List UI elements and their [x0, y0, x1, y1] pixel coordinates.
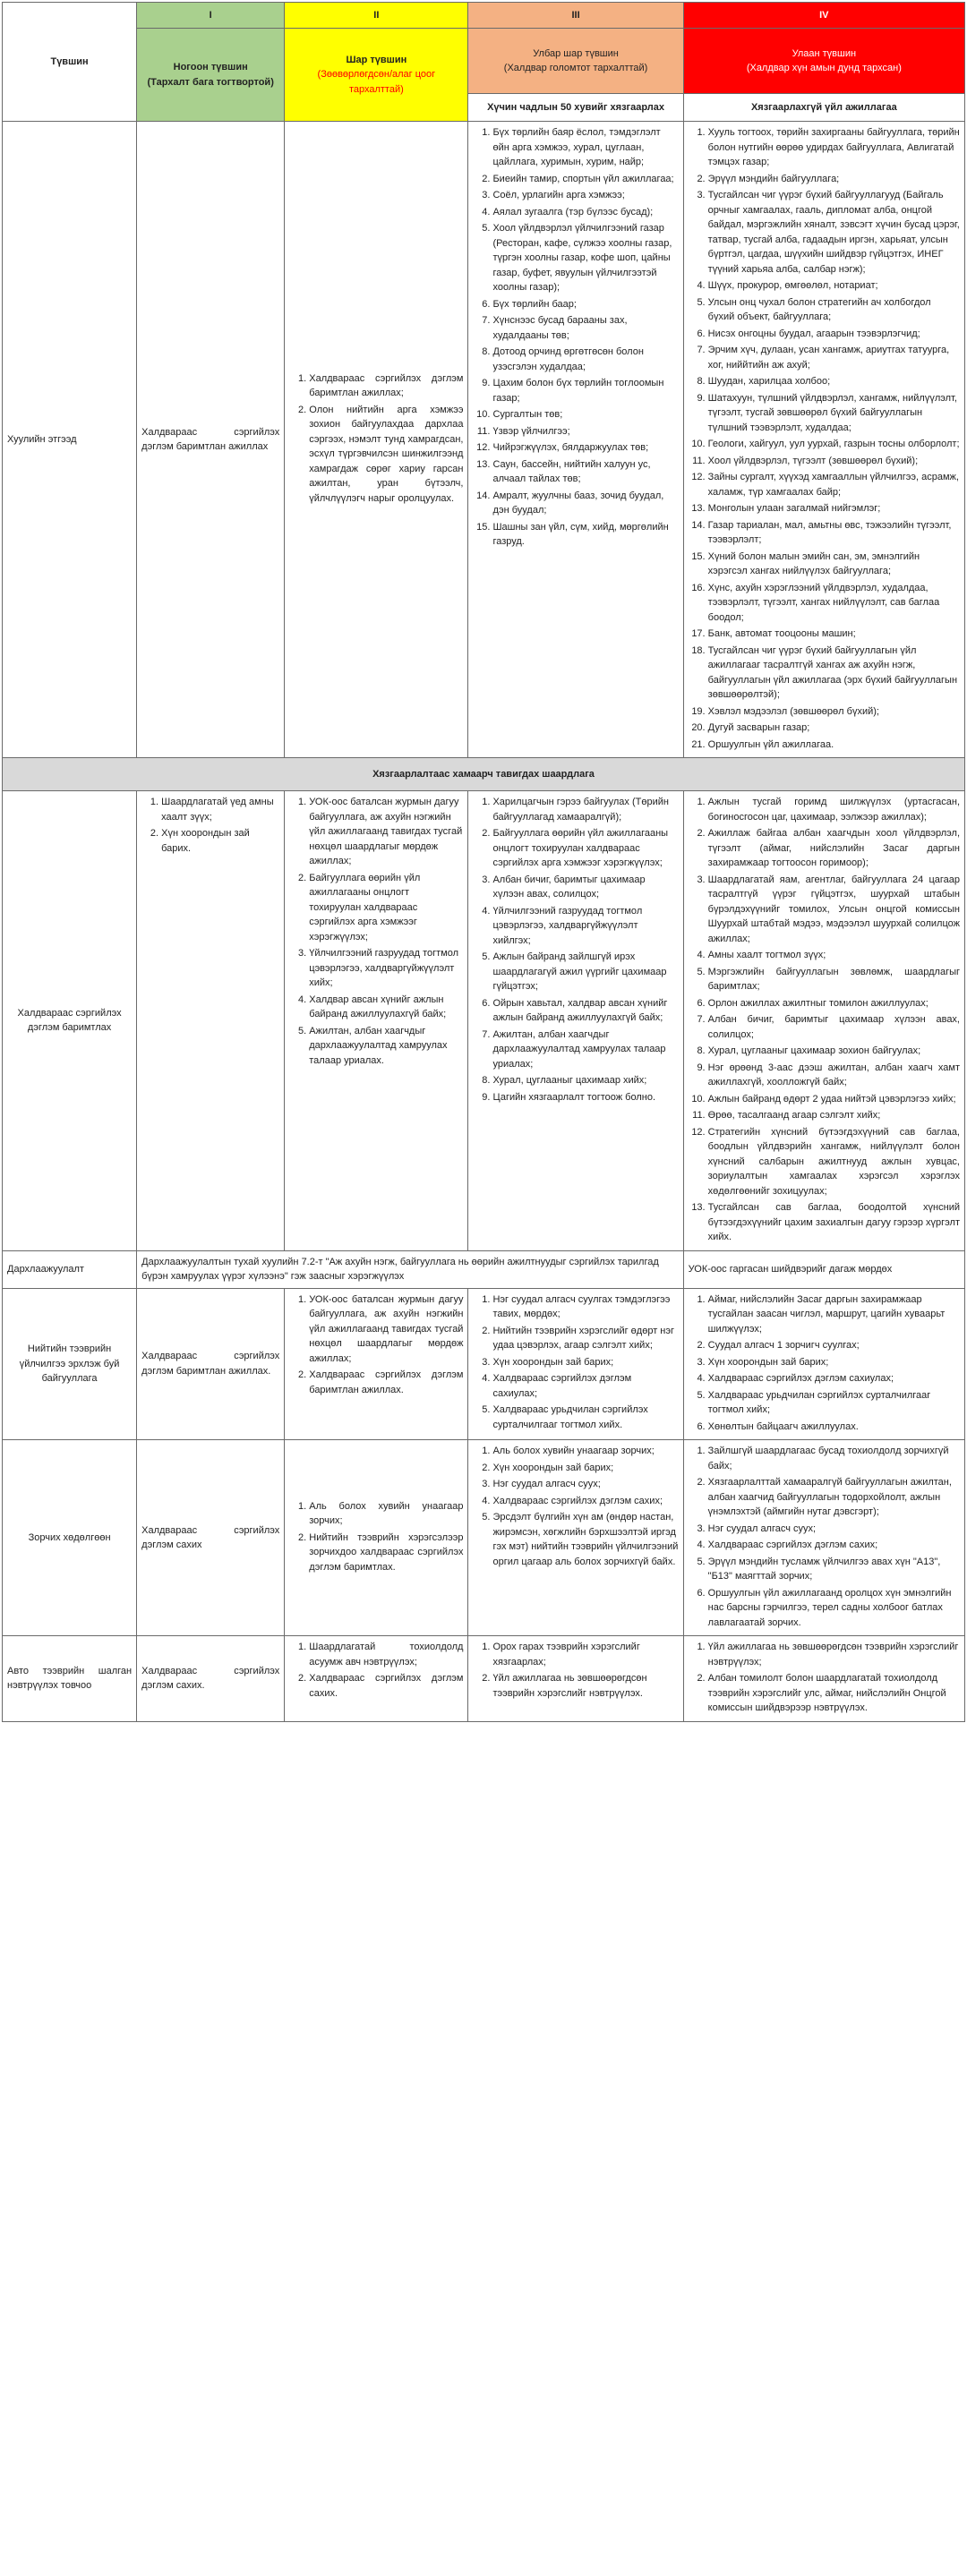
list-item: 12. Стратегийн хүнсний бүтээгдэхүүний сав баглаа, боодлын үйлдвэрийн хангамж, нийлүүлэлт болон хүнсний салбарын ажилтнууд ажлын хувцас, зориулалтын хамгаалах хэрэгсэл хэрэглэх хөдөлгөөнийг зохицуулах;	[708, 1125, 960, 1199]
list-item: 1. Шаардлагатай тохиолдолд асуумж авч нэвтрүүлэх;	[309, 1640, 463, 1669]
row-vehicle-checkpoint-yellow-list	[289, 1640, 463, 1701]
list-item: 3. Албан бичиг, баримтыг цахимаар хүлээн авах, солилцох;	[492, 873, 678, 902]
list-item: 4. Халдвар авсан хүнийг ажлын байранд ажиллуулахгүй байх;	[309, 993, 463, 1022]
row-public-transport-orange	[468, 1288, 683, 1440]
list-item: 5. Эрсдэлт бүлгийн хүн ам (өндөр настан, жирэмсэн, хөгжлийн бэрхшээлтэй иргэд гэх мэт) нийтийн тээврийн үйлчилгээний оргил цагаар аль болох зорчихгүй байх.	[492, 1510, 678, 1569]
list-item: 13. Саун, бассейн, нийтийн халуун ус, алчаал тайлах төв;	[492, 457, 678, 487]
list-item: 7. Хүнснээс бусад барааны зах, худалдааны төв;	[492, 313, 678, 343]
list-item: 2. Хязгаарлалттай хамааралгүй байгууллагын ажилтан, албан хаагчид байгууллагын тодорхойлолт, ажлын үнэмлэхтэй (аймгийн нутаг дэвсгэрт);	[708, 1475, 960, 1520]
list-item: 1. Ажлын тусгай горимд шилжүүлэх (уртасгасан, богиносгосон цаг, цахимаар, ээлжээр ажиллах);	[708, 795, 960, 824]
row-public-transport-yellow	[285, 1288, 468, 1440]
level-orange-note: (Халдвар голомтот тархалттай)	[503, 63, 648, 73]
level-label: Түвшин	[50, 55, 89, 67]
list-item: 4. Халдвараас сэргийлэх дэглэм сахиулах;	[708, 1371, 960, 1386]
list-item: 8. Шуудан, харилцаа холбоо;	[708, 374, 960, 389]
list-item: 21. Оршуулгын үйл ажиллагаа.	[708, 738, 960, 753]
row-infection-label: Халдвараас сэргийлэх дэглэм баримтлах	[3, 791, 137, 1251]
list-item: 13. Монголын улаан загалмай нийгэмлэг;	[708, 501, 960, 516]
list-item: 2. Нийтийн тээврийн хэрэгслийг өдөрт нэг удаа цэвэрлэх, агаар сэлгэлт хийх;	[492, 1324, 678, 1353]
list-item: 2. Халдвараас сэргийлэх дэглэм сахих.	[309, 1671, 463, 1701]
list-item: 7. Ажилтан, албан хаагчдыг дархлаажуулалтад хамруулах талаар уриалах;	[492, 1028, 678, 1072]
list-item: 9. Цахим болон бүх төрлийн тоглоомын газар;	[492, 376, 678, 405]
level-yellow-name: Шар түвшин	[346, 54, 407, 65]
row-business-yellow	[285, 122, 468, 758]
row-business-orange-list	[473, 125, 678, 550]
sub-header-level3: Хүчин чадлын 50 хувийг хязгаарлах	[468, 94, 683, 122]
level-green-note: (Тархалт бага тогтвортой)	[147, 76, 274, 88]
row-business-red	[683, 122, 964, 758]
list-item: 2. Биеийн тамир, спортын үйл ажиллагаа;	[492, 172, 678, 187]
row-business-red-list	[689, 125, 960, 752]
list-item: 3. Шаардлагатай яам, агентлаг, байгууллага 24 цагаар тасралтгүй үүрэг гүйцэтгэх, шуурхай штабын бүрэлдэхүүнийг томилох, Улсын онцгой комиссын Шуурхай штабтай мэдээ, мэдээлэл шуурхай солилцож ажиллах;	[708, 873, 960, 947]
list-item: 1. Аль болох хувийн унаагаар зорчих;	[309, 1499, 463, 1529]
list-item: 2. Албан томилолт болон шаардлагатай тохиолдолд тээврийн хэрэгслийг улс, аймаг, нийслэлийн Онцгой комиссын шийдвэрээр нэвтрүүлэх.	[708, 1671, 960, 1716]
list-item: 18. Тусгайлсан чиг үүрэг бүхий байгууллагын үйл ажиллагааг тасралтгүй хангах аж ахуйн нэгж, байгууллагын үйл ажиллагаа (эрх бүхий байгууллагын зөвшөөрөлтэй);	[708, 644, 960, 703]
row-immunization-label: Дархлаажуулалт	[3, 1250, 137, 1288]
list-item: 5. Ажлын байранд зайлшгүй ирэх шаардлагагүй ажил үүргийг цахимаар гүйцэтгэх;	[492, 950, 678, 994]
list-item: 3. Тусгайлсан чиг үүрэг бүхий байгууллагууд (Байгаль орчныг хамгаалах, гааль, дипломат алба, онцгой байдал, мэргэжлийн хяналт, зэвсэгт хүчин бусад цэрэг, татвар, тусгай алба, гадаадын иргэн, харьяат, улсын бүртгэл, цагдаа, шүүхийн шийдвэр гүйцэтгэх, ИНЕГ түүний харьяа алба, салбар нэгж);	[708, 188, 960, 277]
row-immunization-text-4: УОК-оос гаргасан шийдвэрийг дагаж мөрдөх	[683, 1250, 964, 1288]
list-item: 1. Халдвараас сэргийлэх дэглэм баримтлан ажиллах;	[309, 371, 463, 401]
list-item: 3. Нэг суудал алгасч суух;	[708, 1522, 960, 1537]
level-red-header	[683, 29, 964, 94]
row-business-label: Хуулийн этгээд	[3, 122, 137, 758]
row-infection-orange	[468, 791, 683, 1251]
restriction-levels-sheet	[0, 2, 967, 2576]
list-item: 6. Ойрын хавьтал, халдвар авсан хүнийг ажлын байранд ажиллуулахгүй байх;	[492, 996, 678, 1026]
level-red-name: Улаан түвшин	[792, 47, 857, 59]
section-title: Хязгаарлалтаас хамаарч тавигдах шаардлага	[3, 758, 965, 791]
row-public-transport-red-list	[689, 1292, 960, 1435]
row-passenger-red	[683, 1440, 964, 1636]
list-item: 17. Банк, автомат тооцооны машин;	[708, 627, 960, 642]
list-item: 4. Халдвараас сэргийлэх дэглэм сахиулах;	[492, 1371, 678, 1401]
list-item: 2. Халдвараас сэргийлэх дэглэм баримтлан ажиллах.	[309, 1368, 463, 1397]
list-item: 6. Оршуулгын үйл ажиллагаанд оролцох хүн эмнэлгийн нас барсны гэрчилгээ, терел садны холбоог батлах лавлагаатай зорчих.	[708, 1586, 960, 1631]
list-item: 3. Хүн хоорондын зай барих;	[708, 1355, 960, 1370]
row-immunization	[3, 1250, 965, 1288]
row-business-orange	[468, 122, 683, 758]
list-item: 1. Шаардлагатай үед амны хаалт зүүх;	[161, 795, 279, 824]
list-item: 2. Байгууллага өөрийн үйл ажиллагааны онцлогт тохируулан халдвараас сэргийлэх арга хэмжээг хэрэгжүүлэх;	[309, 871, 463, 945]
list-item: 5. Халдвараас урьдчилан сэргийлэх сурталчилгааг тогтмол хийх;	[708, 1388, 960, 1418]
row-passenger-yellow	[285, 1440, 468, 1636]
list-item: 6. Нисэх онгоцны буудал, агаарын тээвэрлэгчид;	[708, 327, 960, 342]
row-vehicle-checkpoint-orange-list	[473, 1640, 678, 1701]
list-item: 7. Албан бичиг, баримтыг цахимаар хүлээн авах, солилцох;	[708, 1012, 960, 1042]
level-red-note: (Халдвар хүн амын дунд тархсан)	[746, 63, 902, 73]
list-item: 5. Ажилтан, албан хаагчдыг дархлаажуулалтад хамруулах талаар уриалах.	[309, 1024, 463, 1069]
list-item: 10. Геологи, хайгуул, уул уурхай, газрын тосны олборлолт;	[708, 437, 960, 452]
list-item: 2. Байгууллага өөрийн үйл ажиллагааны онцлогт тохируулан халдвараас сэргийлэх арга хэмжээг хэрэгжүүлэх;	[492, 826, 678, 871]
list-item: 3. Соёл, урлагийн арга хэмжээ;	[492, 188, 678, 203]
list-item: 20. Дугуй засварын газар;	[708, 721, 960, 736]
row-infection-yellow	[285, 791, 468, 1251]
list-item: 1. Зайлшгүй шаардлагаас бусад тохиолдолд зорчихгүй байх;	[708, 1444, 960, 1473]
row-vehicle-checkpoint-orange	[468, 1636, 683, 1722]
list-item: 4. Халдвараас сэргийлэх дэглэм сахих;	[708, 1538, 960, 1553]
list-item: 11. Үзвэр үйлчилгээ;	[492, 424, 678, 439]
list-item: 6. Бүх төрлийн баар;	[492, 297, 678, 312]
row-infection-orange-list	[473, 795, 678, 1105]
list-item: 4. Амны хаалт тогтмол зүүх;	[708, 948, 960, 963]
list-item: 8. Хурал, цуглааныг цахимаар зохион байгуулах;	[708, 1044, 960, 1059]
list-item: 2. Нийтийн тээврийн хэрэгсэлээр зорчихдоо халдвараас сэргийлэх дэглэм баримтлах.	[309, 1531, 463, 1575]
list-item: 19. Хэвлэл мэдээлэл (зөвшөөрөл бүхий);	[708, 704, 960, 720]
list-item: 16. Хүнс, ахуйн хэрэглээний үйлдвэрлэл, худалдаа, тээвэрлэлт, түгээлт, хангах нийлүүлэлт, сав баглаа боодол;	[708, 581, 960, 626]
row-passenger-orange	[468, 1440, 683, 1636]
header-roman-row	[3, 3, 965, 29]
row-public-transport-red	[683, 1288, 964, 1440]
list-item: 5. Халдвараас урьдчилан сэргийлэх сурталчилгааг тогтмол хийх.	[492, 1403, 678, 1432]
list-item: 4. Аялал зугаалга (тэр бүлээс бусад);	[492, 205, 678, 220]
row-vehicle-checkpoint	[3, 1636, 965, 1722]
row-vehicle-checkpoint-red	[683, 1636, 964, 1722]
header-level-row	[3, 29, 965, 94]
list-item: 4. Үйлчилгээний газруудад тогтмол цэвэрлэгээ, халдваргүйжүүлэлт хийлгэх;	[492, 904, 678, 949]
list-item: 8. Дотоод орчинд өргөтгөсөн болон узэсгэлэн худалдаа;	[492, 345, 678, 374]
roman-3: III	[468, 3, 683, 29]
list-item: 1. УОК-оос баталсан журмын дагуу байгууллага, аж ахуйн нэгжийн үйл ажиллагаанд тавигдах тусгай нөхцөл шаардлагыг мөрдөж ажиллах;	[309, 1292, 463, 1367]
list-item: 9. Цагийн хязгаарлалт тогтоож болно.	[492, 1090, 678, 1105]
section-divider-row	[3, 758, 965, 791]
list-item: 3. Нэг суудал алгасч суух;	[492, 1477, 678, 1492]
list-item: 5. Мэргэжлийн байгууллагын зөвлөмж, шаардлагыг баримтлах;	[708, 965, 960, 994]
row-infection	[3, 791, 965, 1251]
row-public-transport-orange-list	[473, 1292, 678, 1433]
row-business-yellow-list	[289, 371, 463, 507]
list-item: 6. Хөнөлтын байцаагч ажиллуулах.	[708, 1420, 960, 1435]
list-item: 8. Хурал, цуглааныг цахимаар хийх;	[492, 1073, 678, 1088]
list-item: 1. Орох гарах тээврийн хэрэгслийг хязгаарлах;	[492, 1640, 678, 1669]
roman-1: I	[137, 3, 285, 29]
row-immunization-text-123: Дархлаажуулалтын тухай хуулийн 7.2-т "Аж ахуйн нэгж, байгууллага нь өөрийн ажилтнуудыг сэргийлэх тарилгад бүрэн хамруулах үүрэг хүлээнэ" гэж заасныг хэрэгжүүлэх	[137, 1250, 684, 1288]
row-vehicle-checkpoint-green: Халдвараас сэргийлэх дэглэм сахих.	[137, 1636, 285, 1722]
row-vehicle-checkpoint-label: Авто тээврийн шалган нэвтрүүлэх товчоо	[3, 1636, 137, 1722]
row-vehicle-checkpoint-yellow	[285, 1636, 468, 1722]
level-orange-name: Улбар шар түвшин	[533, 47, 619, 59]
row-passenger-red-list	[689, 1444, 960, 1630]
roman-2: II	[285, 3, 468, 29]
row-infection-green	[137, 791, 285, 1251]
level-green-header	[137, 29, 285, 122]
list-item: 1. Аль болох хувийн унаагаар зорчих;	[492, 1444, 678, 1459]
row-infection-green-list	[141, 795, 279, 856]
roman-4: IV	[683, 3, 964, 29]
row-passenger-yellow-list	[289, 1499, 463, 1575]
list-item: 1. Нэг суудал алгасч суулгах тэмдэглэгээ тавих, мөрдөх;	[492, 1292, 678, 1322]
row-public-transport-green: Халдвараас сэргийлэх дэглэм баримтлан ажиллах.	[137, 1288, 285, 1440]
list-item: 11. Өрөө, тасалгаанд агаар сэлгэлт хийх;	[708, 1108, 960, 1123]
row-public-transport-yellow-list	[289, 1292, 463, 1398]
row-public-transport	[3, 1288, 965, 1440]
level-label-cell	[3, 3, 137, 122]
list-item: 13. Тусгайлсан сав баглаа, боодолтой хүнсний бүтээгдэхүүнийг цахим захиалгын дагуу гэрээр хүргэлт хийх.	[708, 1200, 960, 1245]
list-item: 4. Халдвараас сэргийлэх дэглэм сахих;	[492, 1494, 678, 1509]
row-infection-red	[683, 791, 964, 1251]
list-item: 5. Хоол үйлдвэрлэл үйлчилгээний газар (Ресторан, кафе, сүлжээ хоолны газар, түргэн хоолны газар, кофе шоп, цайны газар, буфет, явуулын үйлчилгээтэй хоолны газар);	[492, 221, 678, 295]
list-item: 14. Амралт, жуулчны бааз, зочид буудал, дэн буудал;	[492, 489, 678, 518]
row-business	[3, 122, 965, 758]
row-infection-yellow-list	[289, 795, 463, 1068]
row-passenger-orange-list	[473, 1444, 678, 1569]
row-infection-red-list	[689, 795, 960, 1245]
row-passenger-green: Халдвараас сэргийлэх дэглэм сахих	[137, 1440, 285, 1636]
list-item: 14. Газар тариалан, мал, амьтны өвс, тэжээлийн түгээлт, тээвэрлэлт;	[708, 518, 960, 548]
list-item: 12. Чийрэгжүүлэх, бялдаржуулах төв;	[492, 440, 678, 456]
row-public-transport-label: Нийтийн тээврийн үйлчилгээ эрхлэж буй байгууллага	[3, 1288, 137, 1440]
list-item: 3. Үйлчилгээний газруудад тогтмол цэвэрлэгээ, халдваргүйжүүлэлт хийх;	[309, 946, 463, 991]
list-item: 10. Сургалтын төв;	[492, 407, 678, 422]
list-item: 9. Нэг өрөөнд 3-аас дээш ажилтан, албан хаагч хамт ажиллахгүй, хоолложгүй байх;	[708, 1061, 960, 1090]
list-item: 1. Үйл ажиллагаа нь зөвшөөрөгдсөн тээврийн хэрэгслийг нэвтрүүлэх;	[708, 1640, 960, 1669]
level-yellow-header	[285, 29, 468, 122]
list-item: 3. Хүн хоорондын зай барих;	[492, 1355, 678, 1370]
list-item: 7. Эрчим хүч, дулаан, усан хангамж, ариутгах татуурга, хог, ниййтийн аж ахуй;	[708, 343, 960, 372]
list-item: 11. Хоол үйлдвэрлэл, түгээлт (зөвшөөрөл бүхий);	[708, 454, 960, 469]
row-vehicle-checkpoint-red-list	[689, 1640, 960, 1716]
list-item: 1. Бүх төрлийн баяр ёслол, тэмдэглэлт өйн арга хэмжээ, хурал, цуглаан, цайллага, хуримын, хурим, найр;	[492, 125, 678, 170]
list-item: 2. Ажиллаж байгаа албан хаагчдын хоол үйлдвэрлэл, түгээлт (аймаг, нийслэлийн Засаг даргын захирамжаар тогтоосон горимоор);	[708, 826, 960, 871]
list-item: 1. Аймаг, нийслэлийн Засаг даргын захирамжаар тусгайлан заасан чиглэл, маршрут, цагийн хуваарьт шилжүүлэх;	[708, 1292, 960, 1337]
sub-header-level4: Хязгаарлахгүй үйл ажиллагаа	[683, 94, 964, 122]
list-item: 2. Хүн хоорондын зай барих.	[161, 826, 279, 856]
list-item: 2. Суудал алгасч 1 зорчигч суулгах;	[708, 1338, 960, 1353]
row-business-green: Халдвараас сэргийлэх дэглэм баримтлан ажиллах	[137, 122, 285, 758]
list-item: 15. Хүний болон малын эмийн сан, эм, эмнэлгийн хэрэгсэл хангах нийлүүлэх байгууллага;	[708, 550, 960, 579]
list-item: 9. Шатахуун, түлшний үйлдвэрлэл, хангамж, нийлүүлэлт, түгээлт, тусгай зөвшөөрөл бүхий байгууллагын түлшний тээвэрлэлт, худалдаа;	[708, 391, 960, 436]
list-item: 1. Харилцагчын гэрээ байгуулах (Төрийн байгууллагад хамааралгүй);	[492, 795, 678, 824]
list-item: 2. Үйл ажиллагаа нь зөвшөөрөгдсөн тээврийн хэрэгслийг нэвтрүүлэх.	[492, 1671, 678, 1701]
list-item: 15. Шашны зан үйл, сүм, хийд, мөргөлийн газруд.	[492, 520, 678, 550]
list-item: 1. УОК-оос баталсан журмын дагуу байгууллага, аж ахуйн нэгжийн үйл ажиллагаанд тавигдах тусгай нөхцөл шаардлагыг мөрдөж ажиллах;	[309, 795, 463, 869]
list-item: 2. Хүн хоорондын зай барих;	[492, 1461, 678, 1476]
level-orange-header	[468, 29, 683, 94]
list-item: 2. Олон нийтийн арга хэмжээ зохион байгуулахдаа дархлаа сэргээх, нэмэлт тунд хамрагдсан, эсхүл түргэвчилсэн шинжилгээнд хамрагдаж сөрөг хариу гарсан ажилтан, уран бүтээлч, үйлчлүүлэгч нарыг оролцуулах.	[309, 403, 463, 507]
list-item: 5. Эрүүл мэндийн тусламж үйлчилгээ авах хүн "A13", "Б13" маягттай зорчих;	[708, 1555, 960, 1584]
row-passenger-label: Зорчих хөдөлгөөн	[3, 1440, 137, 1636]
row-passenger	[3, 1440, 965, 1636]
list-item: 5. Улсын онц чухал болон стратегийн ач холбогдол бүхий объект, байгууллага;	[708, 295, 960, 325]
list-item: 12. Зайны сургалт, хүүхэд хамгааллын үйлчилгээ, асрамж, халамж, түр хамгаалах байр;	[708, 470, 960, 499]
list-item: 6. Орлон ажиллах ажилтныг томилон ажиллуулах;	[708, 996, 960, 1011]
restriction-levels-table	[2, 2, 965, 1722]
list-item: 10. Ажлын байранд өдөрт 2 удаа нийтэй цэвэрлэгээ хийх;	[708, 1092, 960, 1107]
list-item: 1. Хууль тогтоох, төрийн захиргааны байгууллага, төрийн болон нутгийн өөрөө удирдах байгууллага, Авлигатай тэмцэх газар;	[708, 125, 960, 170]
level-green-name: Ногоон түвшин	[173, 62, 248, 73]
list-item: 4. Шүүх, прокурор, өмгөөлөл, нотариат;	[708, 278, 960, 294]
level-yellow-note: (Зөөвөрлөгдсөн/алаг цоог тархалттай)	[317, 69, 436, 95]
list-item: 2. Эрүүл мэндийн байгууллага;	[708, 172, 960, 187]
